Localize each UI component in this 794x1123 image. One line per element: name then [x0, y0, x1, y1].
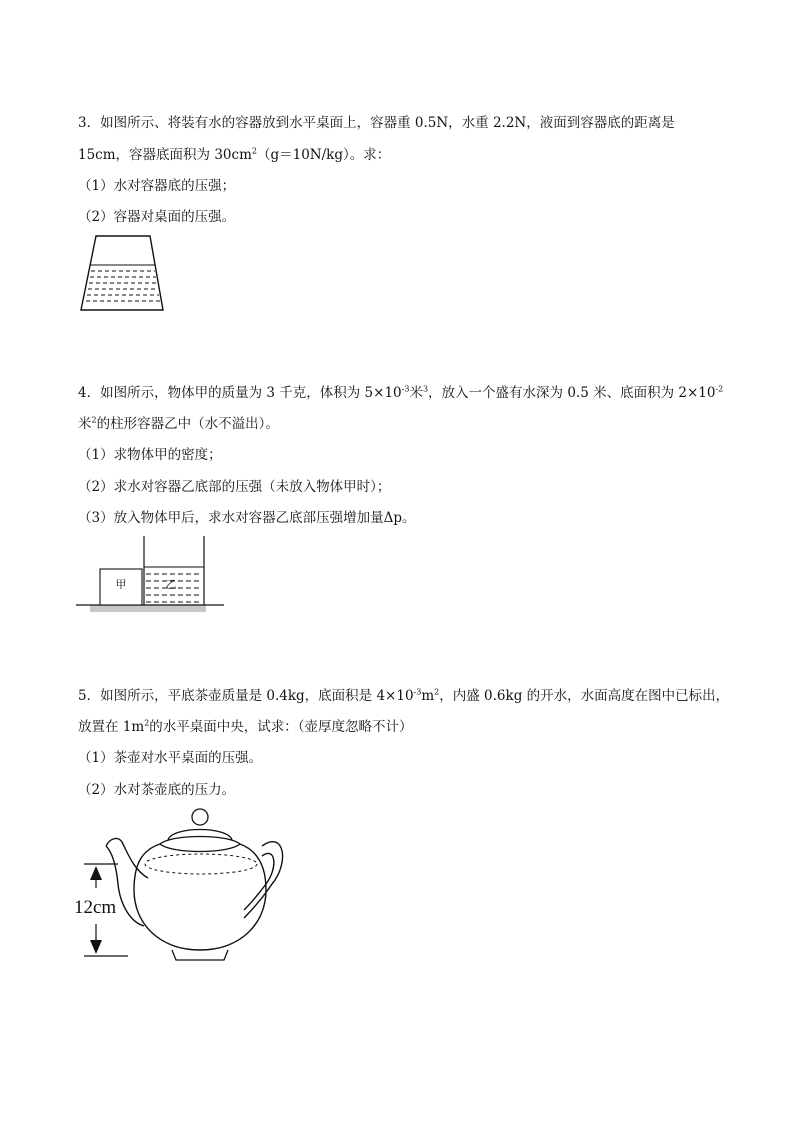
q3-line2-sup: 2: [251, 146, 257, 156]
q4-line1: [78, 383, 723, 403]
q5-teapot-foot: [172, 950, 228, 960]
q4-line1-a: 4．如图所示，物体甲的质量为 3 千克，体积为 5×10: [78, 385, 402, 401]
q5-line1-b: m: [421, 688, 435, 704]
q4-line1-sup1: -3: [401, 384, 410, 394]
q5-line1-sup1: -3: [413, 687, 422, 697]
q5-line1-a: 5．如图所示，平底茶壶质量是 0.4kg，底面积是 4×10: [78, 688, 414, 704]
q5-line2: [78, 717, 413, 737]
q5-teapot-body: [134, 844, 266, 950]
q4-sub2: （2）求水对容器乙底部的压强（未放入物体甲时）；: [78, 479, 391, 495]
q3-sub1: （1）水对容器底的压强；: [78, 178, 236, 194]
q5-line1: [78, 686, 729, 706]
q5-arrow-up-icon: [90, 866, 102, 880]
q4-sub1: （1）求物体甲的密度；: [78, 447, 222, 463]
q4-label-yi: 乙: [165, 578, 177, 591]
q5-sub1: （1）茶壶对水平桌面的压强。: [78, 750, 263, 766]
q4-line1-sup3: -2: [715, 384, 724, 394]
q4-line1-c: ，放入一个盛有水深为 0.5 米、底面积为 2×10: [428, 385, 716, 401]
q5-line2-sup: 2: [144, 718, 150, 728]
q5-line2-b: 的水平桌面中央，试求：（壶厚度忽略不计）: [149, 719, 413, 735]
q4-sub3: （3）放入物体甲后，求水对容器乙底部压强增加量Δp。: [78, 510, 416, 526]
q4-line2-a: 米: [78, 416, 92, 432]
q3-line1: 3．如图所示、将装有水的容器放到水平桌面上，容器重 0.5N，水重 2.2N，液面到容器底的距离是: [78, 115, 675, 131]
q4-label-jia: 甲: [115, 578, 127, 591]
q3-container-figure: [78, 234, 168, 314]
q4-line2-b: 的柱形容器乙中（水不溢出）。: [96, 416, 279, 432]
q5-sub2: （2）水对茶壶底的压力。: [78, 782, 236, 798]
q3-line2-b: （g＝10N/kg）。求：: [256, 147, 391, 163]
q5-line2-a: 放置在 1m: [78, 719, 145, 735]
q4-containers-figure: [74, 536, 226, 616]
q4-line1-b: 米: [409, 385, 423, 401]
q5-height-label: 12cm: [74, 897, 117, 918]
q4-line1-sup2: 3: [422, 384, 429, 394]
q5-teapot-figure: [72, 804, 292, 970]
q3-line2-a: 15cm，容器底面积为 30cm: [78, 147, 252, 163]
q5-water-surface: [145, 854, 257, 874]
q4-line2: [78, 414, 279, 434]
q3-sub2: （2）容器对桌面的压强。: [78, 209, 236, 225]
q4-line2-sup: 2: [91, 415, 97, 425]
q3-line2: [78, 145, 390, 165]
q5-line1-sup2: 2: [434, 687, 440, 697]
q5-arrow-down-icon: [90, 940, 102, 954]
q5-line1-c: ，内盛 0.6kg 的开水，水面高度在图中已标出，: [439, 688, 730, 704]
q5-lid-knob: [192, 809, 208, 825]
q4-table-shading: [90, 605, 206, 612]
